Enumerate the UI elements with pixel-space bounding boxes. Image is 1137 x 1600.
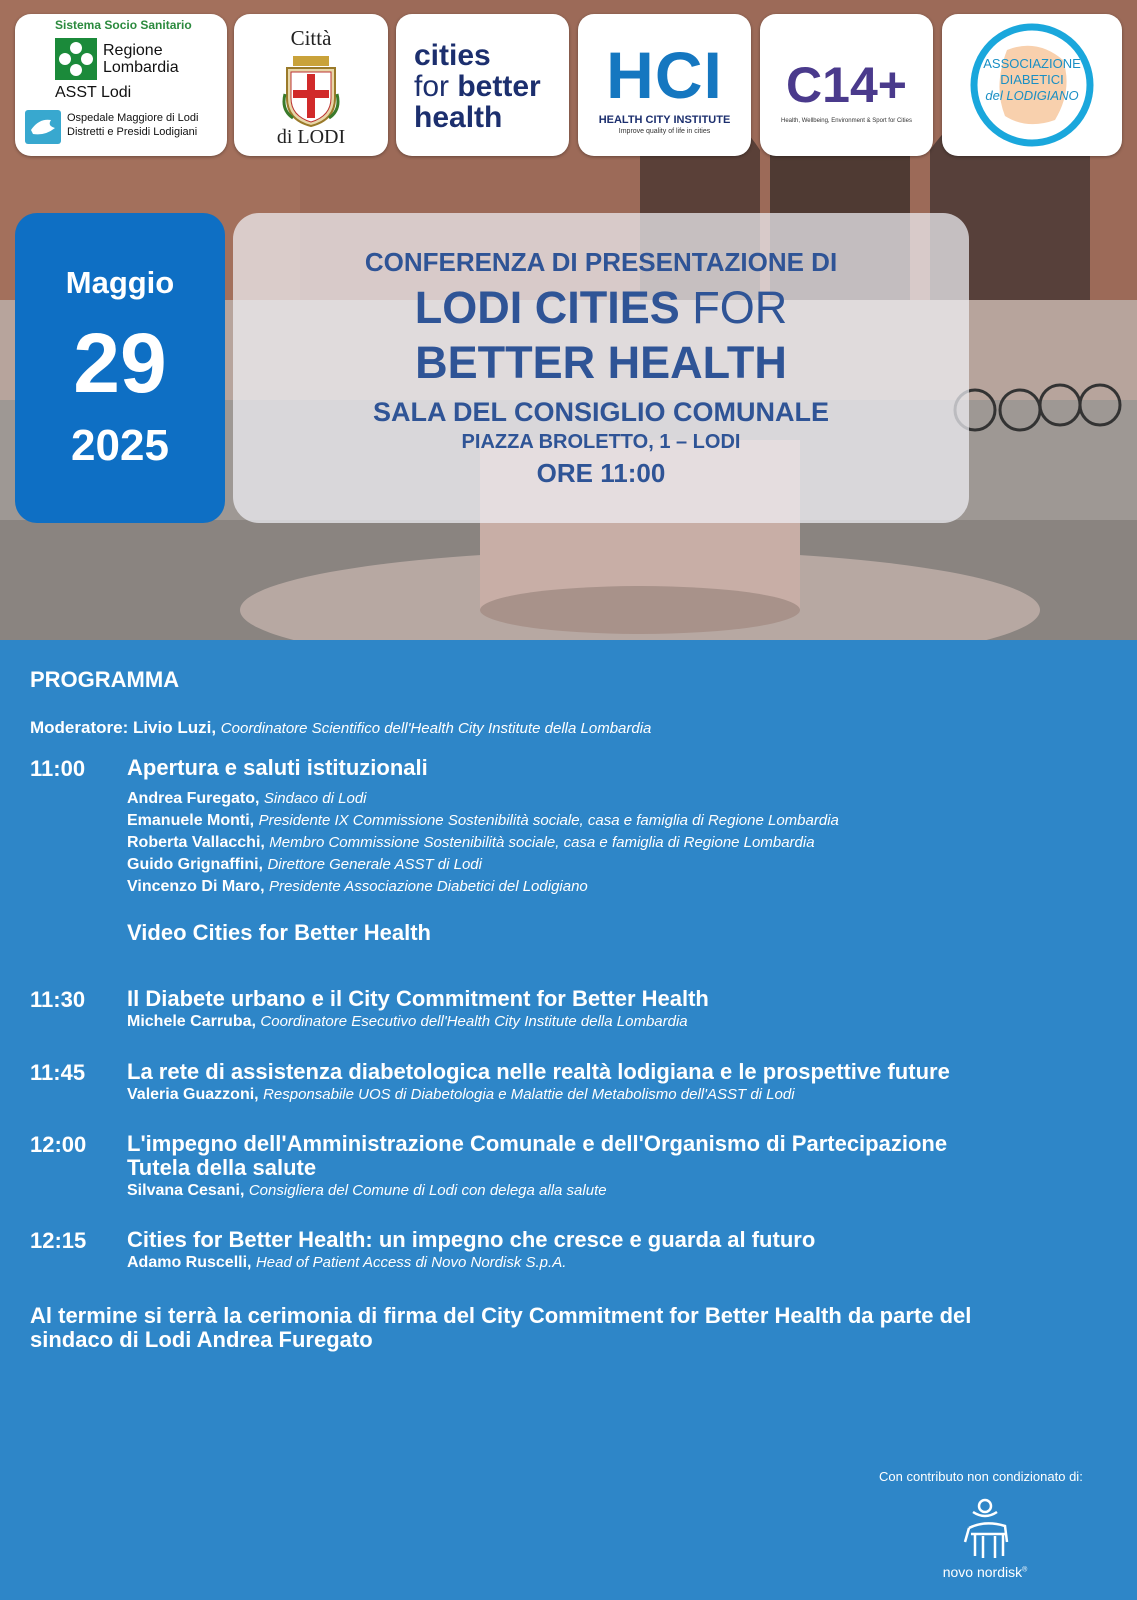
speaker-line	[127, 854, 1087, 876]
diabetici-line2: DIABETICI	[1000, 72, 1064, 87]
date-box	[15, 213, 225, 523]
registered-mark: ®	[1022, 1566, 1028, 1574]
hero-banner	[0, 0, 1137, 640]
speaker-name: Valeria Guazzoni,	[127, 1086, 259, 1103]
speaker-line	[127, 1252, 1087, 1274]
speaker-name: Adamo Ruscelli,	[127, 1254, 252, 1271]
logo-asst-lodi	[15, 14, 227, 156]
hci-mark: HCI	[606, 38, 723, 112]
closing-line2: sindaco di Lodi Andrea Furegato	[30, 1327, 373, 1352]
closing-line1: Al termine si terrà la cerimonia di firma del City Commitment for Better Health da parte del	[30, 1303, 972, 1328]
novo-nordisk-logo	[935, 1498, 1035, 1582]
cbh-line3: health	[414, 101, 503, 134]
slot-time: 12:15	[30, 1228, 87, 1253]
lombardia-rose-icon	[55, 38, 97, 80]
speaker-role: Direttore Generale ASST di Lodi	[267, 856, 482, 873]
slot-title-line1: L'impegno dell'Amministrazione Comunale e dell'Organismo di Partecipazione	[127, 1131, 948, 1156]
event-title-line1	[233, 283, 969, 333]
novo-nordisk-brand: novo nordisk	[942, 1564, 1023, 1580]
slot-time: 11:30	[30, 987, 86, 1012]
slot-time: 11:45	[30, 1060, 86, 1085]
speaker-name: Roberta Vallacchi,	[127, 834, 265, 851]
moderator-name: Moderatore: Livio Luzi,	[30, 718, 217, 737]
moderator-role: Coordinatore Scientifico dell'Health City Institute della Lombardia	[220, 720, 652, 737]
speaker-line	[127, 876, 1087, 898]
speaker-line	[127, 832, 1087, 854]
slot-title: La rete di assistenza diabetologica nelle realtà lodigiana e le prospettive future	[127, 1059, 950, 1084]
speaker-line	[127, 810, 1087, 832]
speaker-role: Presidente Associazione Diabetici del Lodigiano	[268, 878, 588, 895]
citta-line2: di LODI	[276, 126, 346, 148]
speaker-role: Coordinatore Esecutivo dell'Health City Institute della Lombardia	[260, 1013, 688, 1030]
diabetici-line1: ASSOCIAZIONE	[983, 56, 1081, 71]
speaker-role: Consigliera del Comune di Lodi con delega alla salute	[248, 1182, 607, 1199]
video-title: Video Cities for Better Health	[127, 920, 431, 945]
slot-title: Cities for Better Health: un impegno che cresce e guarda al futuro	[127, 1227, 816, 1252]
c14-tagline: Health, Wellbeing, Environment & Sport for Cities	[781, 118, 912, 124]
asst-label: ASST Lodi	[55, 84, 132, 101]
event-intro: CONFERENZA DI PRESENTAZIONE DI	[364, 247, 838, 277]
region-line1: Regione	[103, 42, 163, 59]
diabetici-line3: del LODIGIANO	[985, 88, 1079, 103]
moderator-line	[30, 718, 651, 738]
dove-icon	[25, 110, 61, 144]
closing-note	[30, 1304, 1110, 1352]
event-title-line2: BETTER HEALTH	[415, 337, 787, 388]
logo-associazione-diabetici	[942, 14, 1122, 156]
event-title-thin: FOR	[679, 282, 788, 333]
speaker-name: Emanuele Monti,	[127, 812, 255, 829]
event-title-bold: LODI CITIES	[414, 282, 680, 333]
speaker-line	[127, 1011, 1087, 1033]
speaker-role: Responsabile UOS di Diabetologia e Malattie del Metabolismo dell'ASST di Lodi	[263, 1086, 795, 1103]
citta-line1: Città	[290, 26, 332, 50]
logo-c14	[760, 14, 933, 156]
hci-name: HEALTH CITY INSTITUTE	[598, 114, 731, 126]
date-day: 29	[73, 316, 167, 410]
system-label: Sistema Socio Sanitario	[55, 18, 192, 32]
event-venue: SALA DEL CONSIGLIO COMUNALE	[372, 397, 829, 427]
speaker-role: Head of Patient Access di Novo Nordisk S.p.A.	[255, 1254, 567, 1271]
speaker-name: Silvana Cesani,	[127, 1182, 245, 1199]
speaker-line	[127, 1180, 1087, 1202]
speaker-name: Guido Grignaffini,	[127, 856, 263, 873]
novo-nordisk-wordmark	[935, 1564, 1035, 1580]
event-address: PIAZZA BROLETTO, 1 – LODI	[461, 431, 741, 453]
cbh-line1: cities	[414, 39, 491, 72]
event-time: ORE 11:00	[536, 458, 666, 488]
date-year: 2025	[71, 421, 169, 470]
slot-title-line2: Tutela della salute	[127, 1155, 317, 1180]
slot-title: Apertura e saluti istituzionali	[127, 755, 428, 780]
slot-time: 12:00	[30, 1132, 87, 1157]
slot-time: 11:00	[30, 756, 86, 781]
c14-mark: C14+	[786, 57, 907, 113]
logo-health-city-institute	[578, 14, 751, 156]
speaker-name: Vincenzo Di Maro,	[127, 878, 265, 895]
speaker-line	[127, 1084, 1087, 1106]
sponsor-label: Con contributo non condizionato di:	[879, 1469, 1083, 1484]
event-title-box	[233, 213, 969, 523]
logo-cities-for-better-health	[396, 14, 569, 156]
program-heading: PROGRAMMA	[30, 667, 180, 692]
hospital-line2: Distretti e Presidi Lodigiani	[67, 126, 198, 138]
speaker-name: Andrea Furegato,	[127, 790, 260, 807]
cbh-for: for	[414, 70, 450, 103]
speaker-role: Membro Commissione Sostenibilità sociale, casa e famiglia di Regione Lombardia	[269, 834, 815, 851]
program-section	[0, 640, 1137, 1600]
hci-tagline: Improve quality of life in cities	[618, 128, 711, 135]
speaker-line	[127, 788, 1087, 810]
cbh-better: better	[457, 70, 541, 103]
speaker-role: Sindaco di Lodi	[263, 790, 367, 807]
region-line2: Lombardia	[103, 59, 179, 76]
logo-citta-di-lodi	[234, 14, 388, 156]
coat-of-arms-icon	[281, 54, 341, 128]
hospital-line1: Ospedale Maggiore di Lodi	[67, 112, 199, 124]
slot-title: Il Diabete urbano e il City Commitment for Better Health	[127, 986, 709, 1011]
speaker-name: Michele Carruba,	[127, 1013, 256, 1030]
date-month: Maggio	[65, 265, 175, 300]
speaker-role: Presidente IX Commissione Sostenibilità sociale, casa e famiglia di Regione Lombardia	[258, 812, 839, 829]
apis-bull-icon	[955, 1498, 1015, 1564]
